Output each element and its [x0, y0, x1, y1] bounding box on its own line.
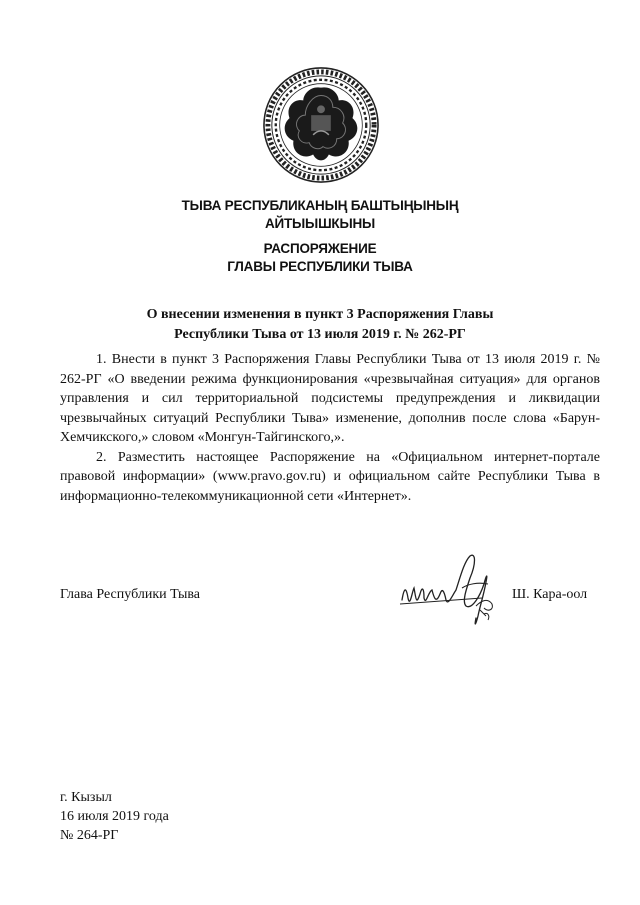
footer-date: 16 июля 2019 года	[60, 809, 169, 824]
signatory-name: Ш. Кара-оол	[512, 587, 588, 602]
coat-of-arms-emblem	[262, 66, 380, 184]
header-line-head: ГЛАВЫ РЕСПУБЛИКИ ТЫВА	[227, 259, 413, 274]
paragraph-1: 1. Внести в пункт 3 Распоряжения Главы Республики Тыва от 13 июля 2019 г. № 262-РГ «О введении режима функционирования «чрезвычайная ситуация» для органов управления и сил территориальной подсистемы предупреждения и ликвидации чрезвычайных ситуаций Республики Тыва» изменение, дополнив после слова «Барун-Хемчикского,» словом «Монгун-Тайгинского,».	[60, 352, 600, 445]
header-line-tuvan-1: ТЫВА РЕСПУБЛИКАНЫҢ БАШТЫҢЫНЫҢ	[181, 198, 459, 213]
subject-line-1: О внесении изменения в пункт 3 Распоряжения Главы	[146, 307, 494, 322]
handwritten-signature	[396, 548, 514, 630]
signatory-title: Глава Республики Тыва	[60, 587, 201, 602]
document-type	[0, 240, 640, 276]
subject-line-2: Республики Тыва от 13 июля 2019 г. № 262-РГ	[174, 327, 466, 342]
document-header	[0, 197, 640, 233]
footer-city: г. Кызыл	[60, 790, 112, 805]
paragraph-2: 2. Разместить настоящее Распоряжение на «Официальном интернет-портале правовой информации» (www.pravo.gov.ru) и официальном сайте Республики Тыва в информационно-телекоммуникационной сети «Интернет».	[60, 449, 600, 504]
document-footer	[60, 788, 169, 845]
document-subject	[0, 305, 640, 345]
footer-number: № 264-РГ	[60, 828, 119, 843]
header-line-tuvan-2: АЙТЫЫШКЫНЫ	[264, 216, 376, 231]
header-line-order: РАСПОРЯЖЕНИЕ	[263, 241, 377, 256]
document-body	[60, 350, 600, 506]
